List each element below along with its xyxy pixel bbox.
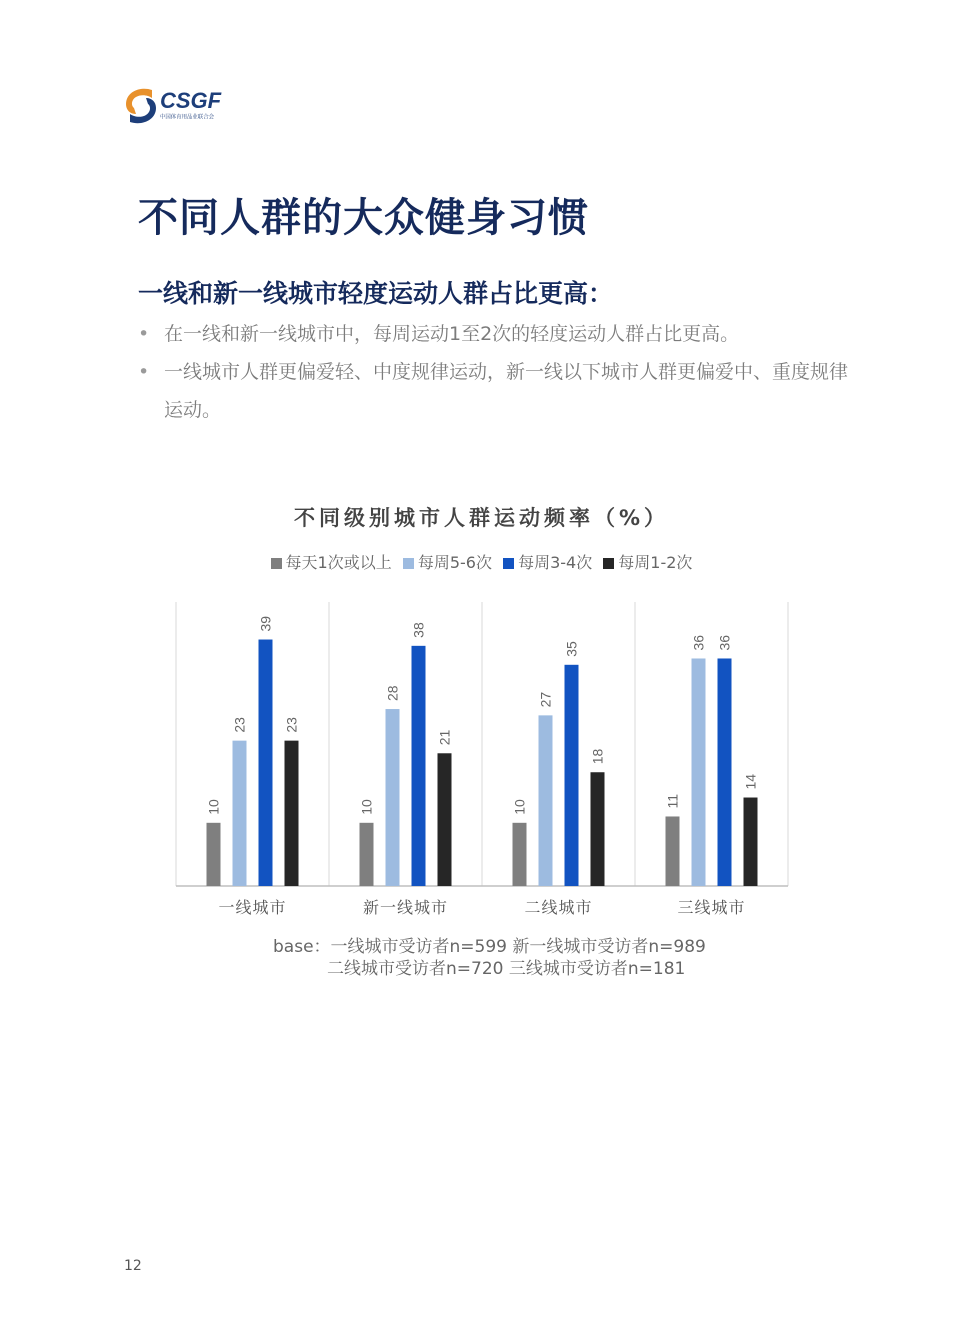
category-label: 新一线城市 — [362, 898, 449, 917]
category-label: 三线城市 — [677, 898, 746, 917]
data-label: 35 — [563, 641, 580, 657]
data-label: 27 — [537, 691, 554, 708]
legend-label: 每周5-6次 — [417, 553, 492, 572]
bar — [285, 741, 299, 886]
data-label: 23 — [231, 717, 248, 733]
bar-chart — [0, 490, 963, 990]
bar — [207, 823, 221, 886]
bullet-item — [138, 353, 858, 429]
bar — [591, 772, 605, 886]
bar — [386, 709, 400, 886]
base-note-line: base：一线城市受访者n=599 新一线城市受访者n=989 — [273, 937, 706, 957]
legend-label: 每天1次或以上 — [285, 553, 392, 572]
category-label: 一线城市 — [218, 898, 287, 917]
bullet-list — [138, 315, 858, 429]
bullet-text: 在一线和新一线城市中，每周运动1至2次的轻度运动人群占比更高。 — [164, 323, 740, 345]
bar — [360, 823, 374, 886]
bar — [412, 646, 426, 886]
data-label: 11 — [664, 793, 681, 809]
data-label: 14 — [742, 773, 759, 790]
base-note — [273, 936, 706, 980]
bar — [666, 816, 680, 886]
csgf-emblem-icon — [122, 84, 162, 128]
logo-subtext: 中国体育用品业联合会 — [160, 113, 215, 121]
data-label: 36 — [716, 634, 733, 651]
legend-label: 每周3-4次 — [518, 553, 593, 572]
bullet-text: 一线城市人群更偏爱轻、中度规律运动，新一线以下城市人群更偏爱中、重度规律运动。 — [164, 361, 849, 421]
data-label: 28 — [384, 685, 401, 702]
bar — [438, 753, 452, 886]
bar — [513, 823, 527, 886]
csgf-logo — [122, 84, 222, 132]
data-label: 23 — [283, 717, 300, 733]
bullet-item — [138, 315, 858, 353]
data-label: 36 — [690, 634, 707, 651]
bullet-dot: • — [138, 361, 150, 383]
page-title: 不同人群的大众健身习惯 — [138, 195, 589, 241]
bar — [718, 658, 732, 886]
data-label: 39 — [257, 615, 274, 632]
section-title: 一线和新一线城市轻度运动人群占比更高： — [138, 279, 614, 308]
bar — [539, 715, 553, 886]
chart-title: 不同级别城市人群运动频率（%） — [293, 506, 670, 530]
base-note-line: 二线城市受访者n=720 三线城市受访者n=181 — [327, 959, 686, 979]
bullet-dot: • — [138, 323, 150, 345]
chart-plot — [0, 490, 963, 930]
legend-label: 每周1-2次 — [618, 553, 693, 572]
bar — [744, 798, 758, 886]
data-label: 10 — [205, 799, 222, 815]
bar — [259, 640, 273, 886]
data-label: 38 — [410, 622, 427, 638]
page-number: 12 — [124, 1258, 142, 1274]
data-label: 10 — [511, 799, 528, 815]
data-label: 21 — [436, 729, 453, 746]
bar — [565, 665, 579, 886]
data-label: 18 — [589, 748, 606, 765]
bar — [233, 741, 247, 886]
category-label: 二线城市 — [524, 898, 593, 917]
bar — [692, 658, 706, 886]
data-label: 10 — [358, 799, 375, 815]
logo-text: CSGF — [160, 88, 222, 113]
